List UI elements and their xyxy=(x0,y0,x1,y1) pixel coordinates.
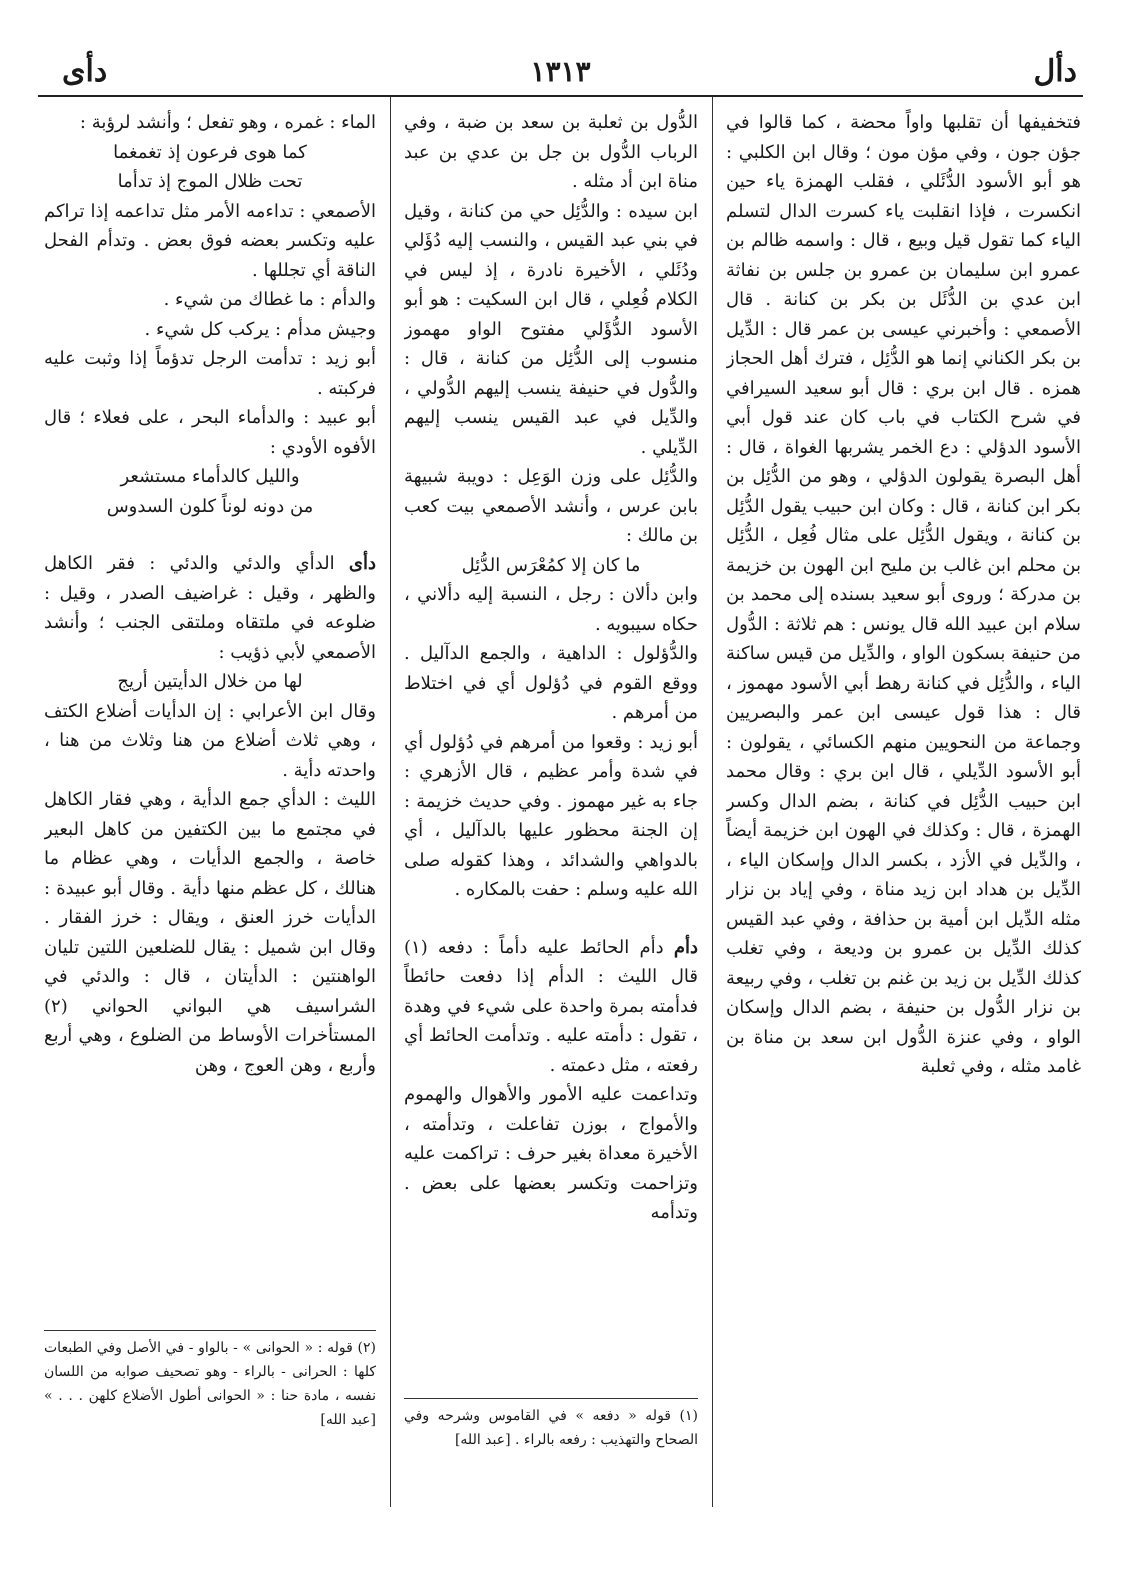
column-divider-right xyxy=(712,97,713,1507)
paragraph: أبو زيد : وقعوا من أمرهم في دُؤلول أي في شدة وأمر عظيم ، قال الأزهري : جاء به غير مهموز . وفي حديث خزيمة : إن الجنة محظور عليها بالدآليل ، أي بالدواهي والشدائد ، وهذا كقوله صلى الله عليه وسلم : حفت بالمكاره . xyxy=(404,731,698,900)
column-left xyxy=(44,108,376,1323)
entry-text: دأم الحائط عليه دأماً : دفعه (١) قال الليث : الدأم إذا دفعت حائطاً فدأمته بمرة واحدة على شيء في وهدة ، تقول : دأمته عليه . وتدأمت الحائط أي رفعته ، مثل دعمته . xyxy=(404,936,698,1076)
entry-paragraph xyxy=(44,549,376,667)
footnote-middle xyxy=(404,1404,698,1499)
header-rule xyxy=(38,95,1083,97)
verse-line: كما هوى فرعون إذ تغمغما xyxy=(113,141,307,163)
paragraph: وجيش مدأم : يركب كل شيء . xyxy=(144,318,376,340)
paragraph: والدُّؤلول : الداهية ، والجمع الدآليل . ووقع القوم في دُؤلول أي في اختلاط من أمرهم . xyxy=(404,643,698,723)
header-left-keyword: دأى xyxy=(62,54,108,89)
paragraph: الأصمعي : تداءمه الأمر مثل تداعمه إذا تراكم عليه وتكسر بعضه فوق بعض . وتدأم الفحل الناقة أي تجللها . xyxy=(44,200,376,281)
paragraph: الليث : الدأي جمع الدأية ، وهي فقار الكاهل في مجتمع ما بين الكتفين من كاهل البعير خاصة ، والجمع الدأيات ، وهي عظام ما هنالك ، كل عظم منها دأية . وقال أبو عبيدة : الدأيات خرز العنق ، ويقال : خرز الفقار . وقال ابن شميل : يقال للضلعين اللتين تليان الواهنتين : الدأيتان ، قال : والدئي في الشراسيف هي البواني الحواني (٢) المستأخرات الأوساط من الضلوع ، وهي أربع وأربع ، وهن العوج ، وهن xyxy=(44,789,376,1076)
footnote: (٢) قوله : « الحوانى » - بالواو - في الأصل وفي الطبعات كلها : الحرانى - بالراء - وهو تصحيف صوابه من اللسان نفسه ، مادة حنا : « الحوانى أطول الأضلاع كلهن . . . » [عبد الله] xyxy=(44,1340,376,1428)
entry-headword: دأى xyxy=(348,553,376,574)
header-right-keyword: دأل xyxy=(1033,54,1077,89)
column-divider-left xyxy=(390,97,391,1507)
paragraph: وقال ابن الأعرابي : إن الدأيات أضلاع الكتف ، وهي ثلاث أضلاع من هنا وثلاث من هنا ، واحدته دأية . xyxy=(44,700,376,781)
verse-line: تحت ظلال الموج إذ تدأما xyxy=(117,171,303,192)
footnote: (١) قوله « دفعه » في القاموس وشرحه وفي الصحاح والتهذيب : رفعه بالراء . [عبد الله] xyxy=(404,1408,698,1448)
entry-gap xyxy=(44,521,376,549)
paragraph: وابن دألان : رجل ، النسبة إليه دألاني ، حكاه سيبويه . xyxy=(404,584,698,635)
paragraph: وتداعمت عليه الأمور والأهوال والهموم والأمواج ، بوزن تفاعلت ، وتدأمته ، الأخيرة معداة بغير حرف : تراكمت عليه وتزاحمت وتكسر بعضها على بعض . وتدأمه xyxy=(404,1084,698,1223)
entry-text: الدأي والدئي والدئي : فقر الكاهل والظهر ، وقيل : غراضيف الصدر ، وقيل : ضلوعه في ملتقاه وملتقى الجنب ؛ وأنشد الأصمعي لأبي ذؤيب : xyxy=(44,553,376,663)
verse-line: من دونه لوناً كلون السدوس xyxy=(106,495,314,517)
paragraph: والدُّئِل على وزن الوَعِل : دويبة شبيهة بابن عرس ، وأنشد الأصمعي بيت كعب بن مالك : xyxy=(404,466,698,546)
column-middle xyxy=(404,108,698,1390)
paragraph: الماء : غمره ، وهو تفعل ؛ وأنشد لرؤبة : xyxy=(79,112,376,133)
verse-line: ما كان إلا كمُعْرَس الدُّئِل xyxy=(461,554,641,576)
entry-gap xyxy=(404,905,698,933)
paragraph: ابن سيده : والدُّئِل حي من كنانة ، وقيل في بني عبد القيس ، والنسب إليه دُؤَلي ودُئَلي ، الأخيرة نادرة ، إذ ليس في الكلام فُعِلي ، قال ابن السكيت : هو أبو الأسود الدُّؤَلي مفتوح الواو مهموز منسوب إلى الدُّئِل من كنانة ، قال : والدُّول في حنيفة ينسب إليهم الدُّولي ، والدِّيل في عبد القيس ينسب إليهم الدِّيلي . xyxy=(404,200,698,458)
entry-headword: دأم xyxy=(673,936,698,958)
column-right xyxy=(726,108,1081,1488)
footnote-left xyxy=(44,1336,376,1466)
verse-line: لها من خلال الدأيتين أريج xyxy=(117,671,303,692)
paragraph: أبو عبيد : والدأماء البحر ، على فعلاء ؛ قال الأفوه الأودي : xyxy=(44,407,376,458)
footnote-rule-left xyxy=(44,1330,376,1331)
entry-paragraph xyxy=(404,933,698,1081)
verse-line: والليل كالدأماء مستشعر xyxy=(120,466,300,487)
paragraph: أبو زيد : تدأمت الرجل تدؤماً إذا وثبت عليه فركبته . xyxy=(44,348,376,399)
page-number: ١٣١٣ xyxy=(530,55,591,88)
paragraph: الدُّول بن ثعلبة بن سعد بن ضبة ، وفي الرباب الدُّول بن جل بن عدي بن عبد مناة ابن أد مثله . xyxy=(404,112,698,192)
footnote-rule-middle xyxy=(404,1398,698,1399)
paragraph: فتخفيفها أن تقلبها واواً محضة ، كما قالوا في جؤن جون ، وفي مؤن مون ؛ وقال ابن الكلبي : هو أبو الأسود الدُّئَلي ، فقلب الهمزة ياء حين انكسرت ، فإذا انقلبت ياء كسرت الدال لتسلم الياء كما تقول قيل وبيع ، قال : واسمه ظالم بن عمرو ابن سليمان بن عمرو بن جلس بن نفاثة ابن عدي بن الدُّئَل بن بكر بن كنانة . قال الأصمعي : وأخبرني عيسى بن عمر قال : الدِّيل بن بكر الكناني إنما هو الدُّئِل ، فترك أهل الحجاز همزه . قال ابن بري : قال أبو سعيد السيرافي في شرح الكتاب في باب كان عند قول أبي الأسود الدؤلي : دع الخمر يشربها الغواة ، قال : أهل البصرة يقولون الدؤلي ، وهو من الدُّئِل بن بكر ابن كنانة ، قال : وكان ابن حبيب يقول الدُّئِل بن كنانة ، ويقول الدُّئِل على مثال فُعِل ، الدُّئِل بن محلم ابن غالب بن مليح ابن الهون بن خزيمة بن مدركة ؛ وروى أبو سعيد بسنده إلى محمد بن سلام ابن عبيد الله قال يونس : هم ثلاثة : الدُّول من حنيفة بسكون الواو ، والدِّيل من قيس ساكنة الياء ، والدُّئِل في كنانة رهط أبي الأسود مهموز ، قال : هذا قول عيسى ابن عمر والبصريين وجماعة من النحويين منهم الكسائي ، يقولون : أبو الأسود الدِّيلي ، قال ابن بري : وقال محمد ابن حبيب الدُّئِل في كنانة ، بضم الدال وكسر الهمزة ، قال : وكذلك في الهون ابن خزيمة أيضاً ، والدِّيل في الأزد ، بكسر الدال وإسكان الياء ، الدِّيل بن هداد ابن زيد مناة ، وفي إياد بن نزار مثله الدِّيل ابن أمية بن حذافة ، وفي عبد القيس كذلك الدِّيل بن عمرو بن وديعة ، وفي تغلب كذلك الدِّيل بن زيد بن غنم بن تغلب ، وفي ربيعة بن نزار الدُّول بن حنيفة ، بضم الدال وإسكان الواو ، وفي عنزة الدُّول ابن سعد بن مناة بن غامد مثله ، وفي ثعلبة xyxy=(726,112,1081,1077)
paragraph: والدأم : ما غطاك من شيء . xyxy=(163,289,376,310)
